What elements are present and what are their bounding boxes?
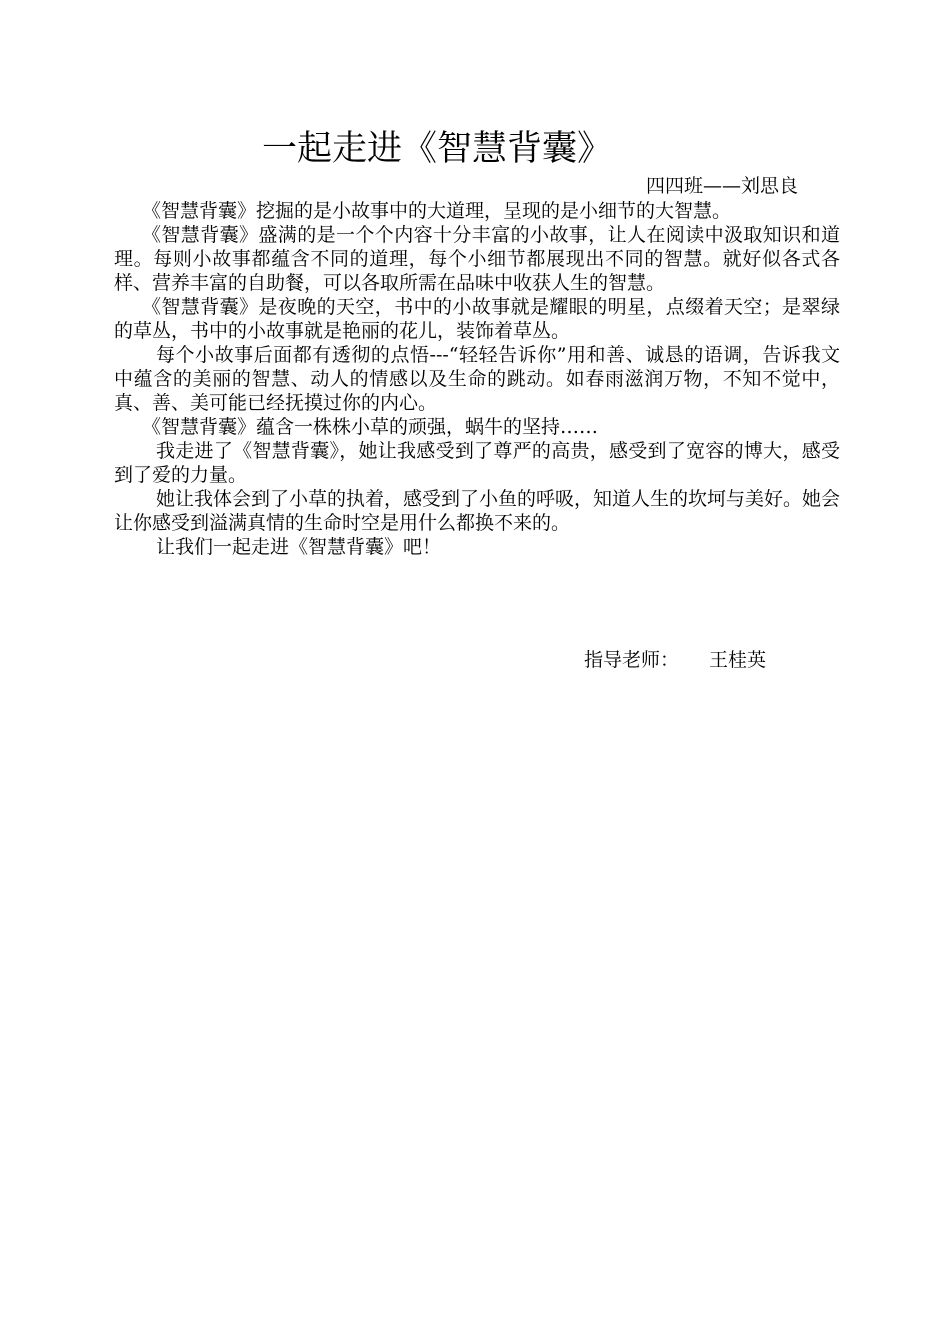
teacher-label: 指导老师：	[584, 649, 680, 671]
document-body	[114, 199, 840, 559]
paragraph: 《智慧背囊》盛满的是一个个内容十分丰富的小故事，让人在阅读中汲取知识和道理。每则小故事都蕴含不同的道理，每个小细节都展现出不同的智慧。就好似各式各样、营养丰富的自助餐，可以各取所需在品味中收获人生的智慧。	[114, 224, 840, 294]
paragraph: 每个小故事后面都有透彻的点悟---“轻轻告诉你”用和善、诚恳的语调，告诉我文中蕴含的美丽的智慧、动人的情感以及生命的跳动。如春雨滋润万物，不知不觉中，真、善、美可能已经抚摸过你的内心。	[114, 344, 840, 414]
author-line: 四四班——刘思良	[646, 175, 799, 197]
paragraph: 我走进了《智慧背囊》，她让我感受到了尊严的高贵，感受到了宽容的博大，感受到了爱的力量。	[114, 440, 840, 486]
paragraph: 让我们一起走进《智慧背囊》吧！	[156, 536, 442, 558]
paragraph: 《智慧背囊》蕴含一株株小草的顽强，蜗牛的坚持……	[142, 416, 599, 438]
document-title: 一起走进《智慧背囊》	[262, 129, 613, 169]
paragraph: 《智慧背囊》是夜晚的天空，书中的小故事就是耀眼的明星，点缀着天空；是翠绿的草丛，书中的小故事就是艳丽的花儿，装饰着草丛。	[114, 296, 840, 342]
paragraph: 《智慧背囊》挖掘的是小故事中的大道理，呈现的是小细节的大智慧。	[142, 200, 732, 222]
teacher-signature	[584, 648, 766, 672]
paragraph: 她让我体会到了小草的执着，感受到了小鱼的呼吸，知道人生的坎坷与美好。她会让你感受到溢满真情的生命时空是用什么都换不来的。	[114, 488, 841, 534]
teacher-name: 王桂英	[709, 649, 767, 671]
